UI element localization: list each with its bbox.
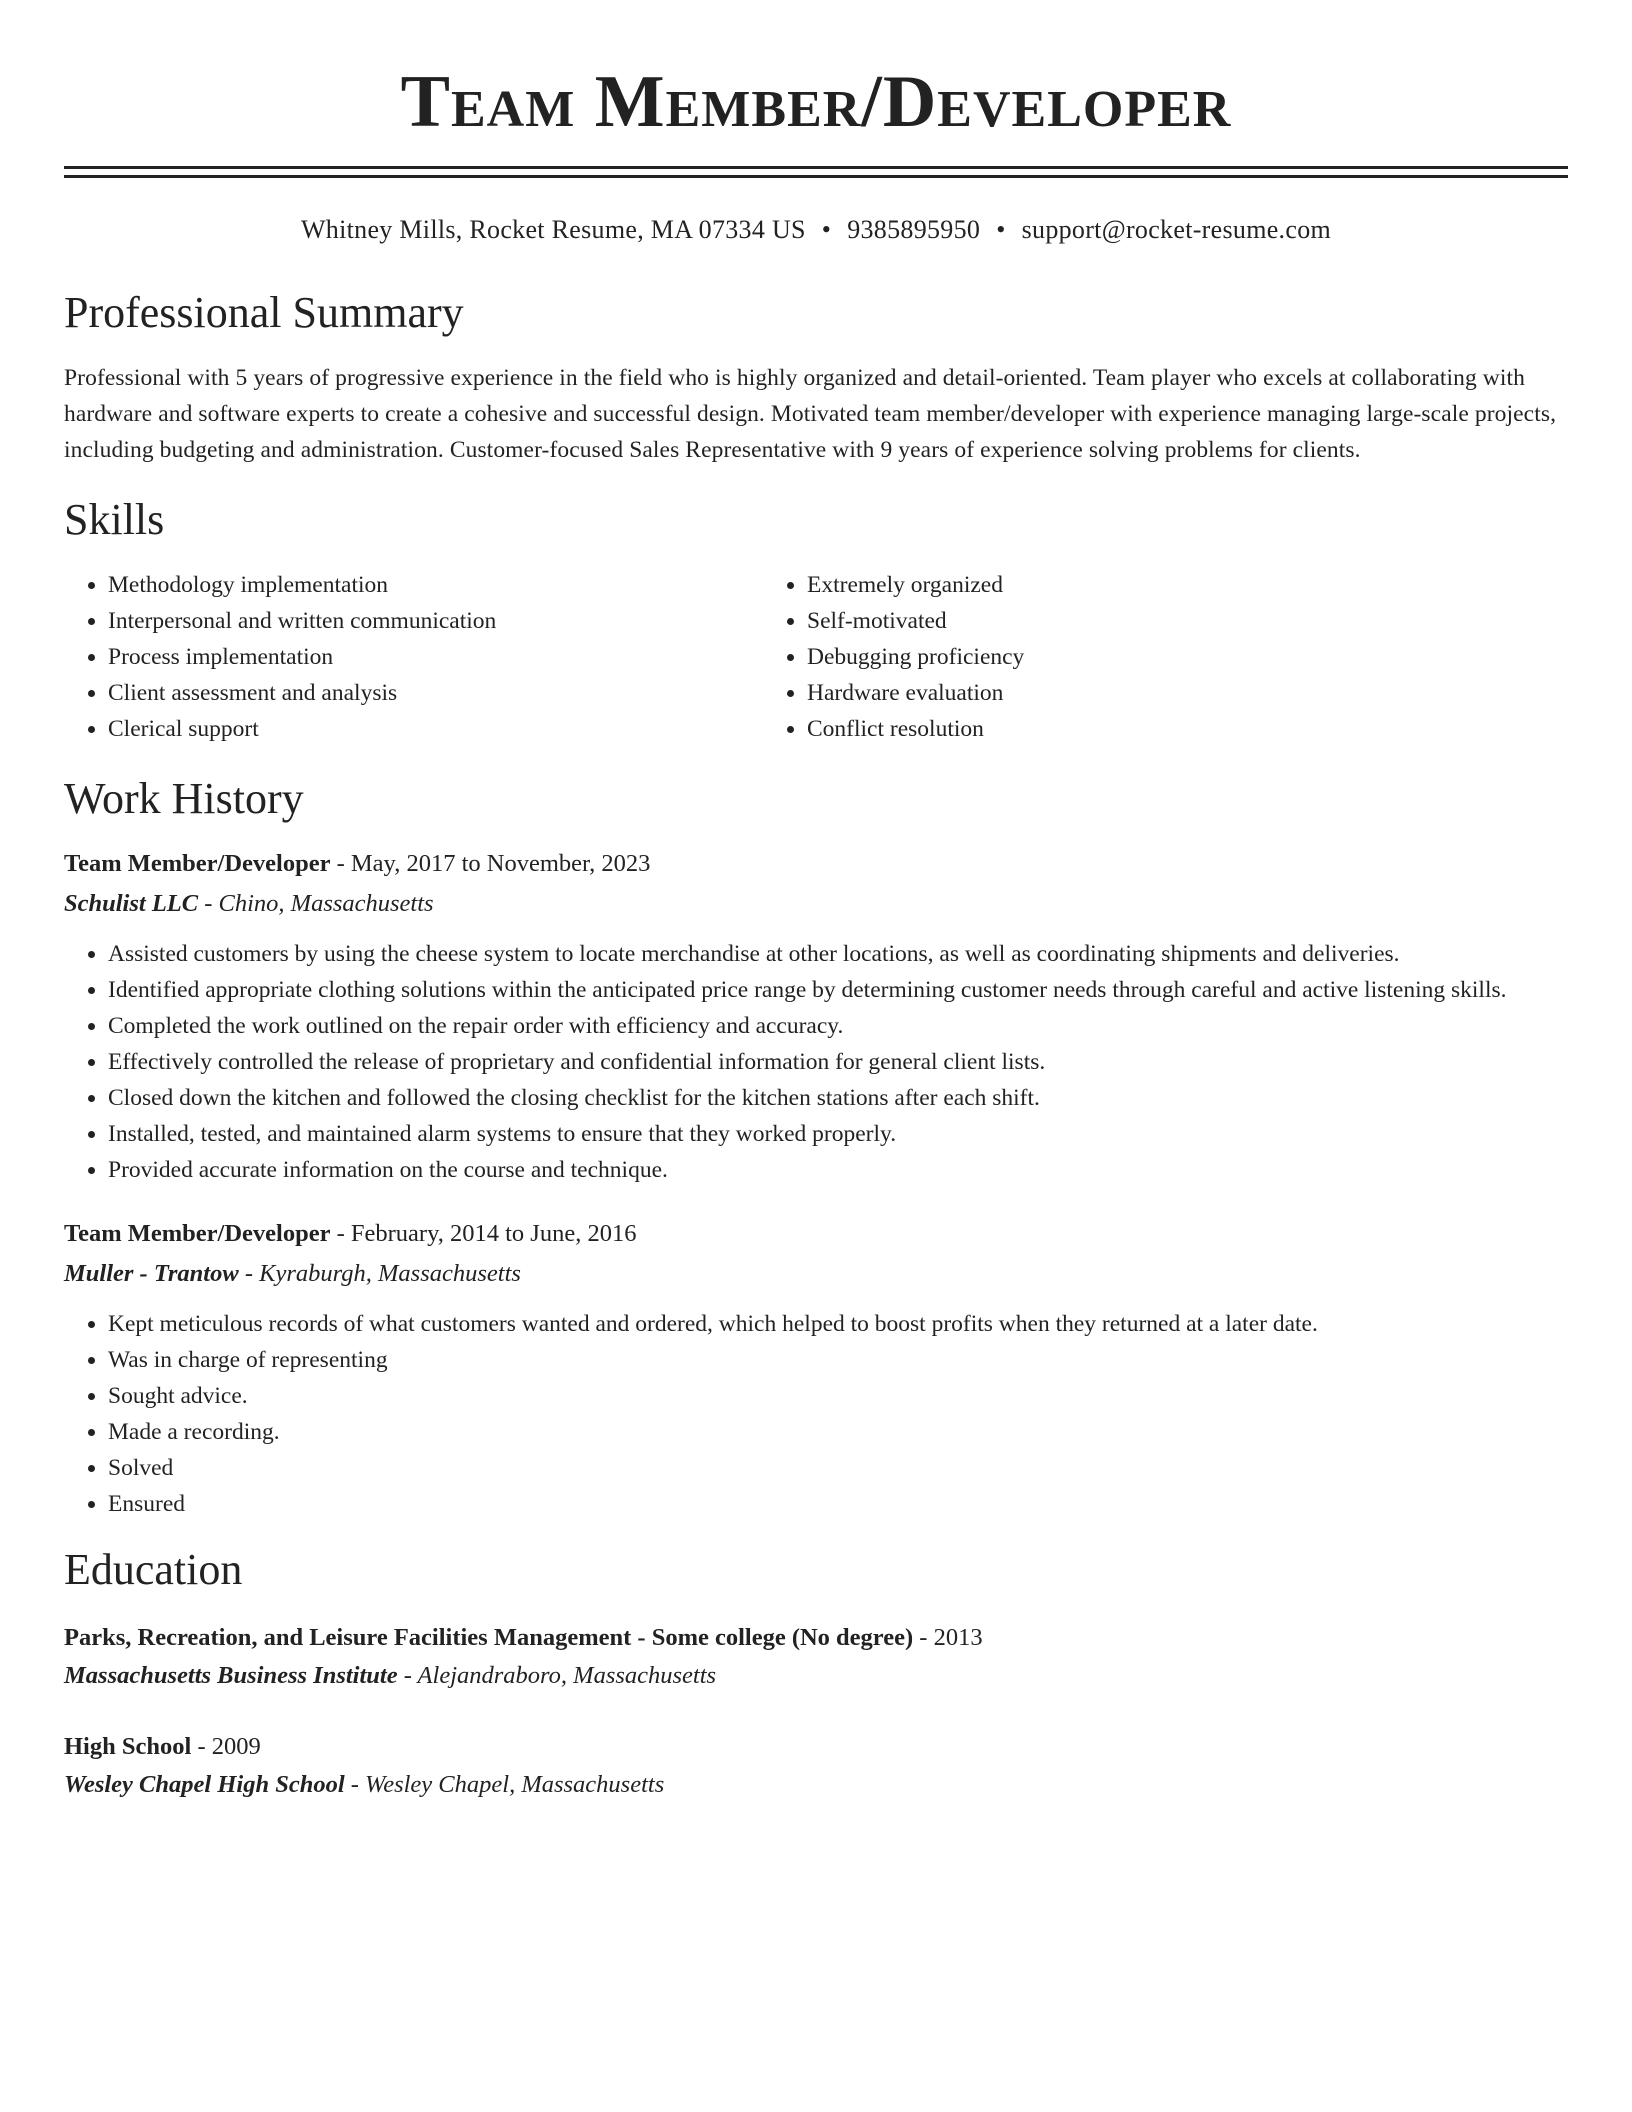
contact-separator: • — [996, 215, 1006, 244]
company-location: - Chino, Massachusetts — [198, 890, 434, 917]
job-bullet: • Was in charge of representing — [108, 1342, 1568, 1378]
job-bullet: • Made a recording. — [108, 1414, 1568, 1450]
education-year: - 2013 — [913, 1624, 983, 1651]
job-bullet: • Assisted customers by using the cheese system to locate merchandise at other locations, as well as coordinating shipments and deliveries. — [108, 936, 1568, 972]
contact-phone: 9385895950 — [847, 215, 981, 244]
skills-list — [64, 567, 1568, 747]
education-school-line — [64, 1766, 1568, 1804]
resume-name: Team Member/Developer — [400, 61, 1232, 143]
company-name: Schulist LLC — [64, 890, 199, 917]
skills-column-left — [64, 567, 763, 747]
skill-item: • Clerical support — [108, 711, 763, 747]
skill-item: • Client assessment and analysis — [108, 675, 763, 711]
job-bullet: • Effectively controlled the release of proprietary and confidential information for general client lists. — [108, 1044, 1568, 1080]
job-entry — [64, 844, 1568, 1188]
job-bullet: • Ensured — [108, 1486, 1568, 1522]
job-title-line — [64, 1214, 1568, 1254]
job-bullet: • Closed down the kitchen and followed the closing checklist for the kitchen stations after each shift. — [108, 1080, 1568, 1116]
contact-address: Whitney Mills, Rocket Resume, MA 07334 US — [300, 215, 806, 244]
skill-item: • Debugging proficiency — [807, 639, 1568, 675]
company-line — [64, 1254, 1568, 1294]
education-school-line — [64, 1657, 1568, 1695]
summary-heading: Professional Summary — [64, 288, 464, 337]
skills-heading: Skills — [64, 495, 165, 544]
job-dates: - May, 2017 to November, 2023 — [330, 850, 651, 877]
job-bullet: • Identified appropriate clothing solutions within the anticipated price range by determining customer needs through careful and active listening skills. — [108, 972, 1568, 1008]
work-history-heading: Work History — [64, 774, 304, 823]
resume-page — [64, 0, 1568, 1804]
header-rule-top — [64, 166, 1568, 169]
job-bullets — [64, 936, 1568, 1188]
education-degree-line — [64, 1619, 1568, 1657]
contact-email: support@rocket-resume.com — [1021, 215, 1332, 244]
company-line — [64, 884, 1568, 924]
education-degree: Parks, Recreation, and Leisure Facilities Management - Some college (No degree) — [64, 1624, 914, 1651]
job-title-line — [64, 844, 1568, 884]
job-bullet: • Completed the work outlined on the repair order with efficiency and accuracy. — [108, 1008, 1568, 1044]
education-degree-line — [64, 1728, 1568, 1766]
contact-separator: • — [821, 215, 832, 244]
skill-item: • Self-motivated — [807, 603, 1568, 639]
education-heading: Education — [64, 1545, 243, 1594]
job-dates: - February, 2014 to June, 2016 — [330, 1220, 637, 1247]
education-school: Wesley Chapel High School — [64, 1771, 345, 1798]
skill-item: • Extremely organized — [807, 567, 1568, 603]
education-degree: High School — [64, 1733, 192, 1760]
contact-line — [64, 214, 1568, 246]
education-year: - 2009 — [191, 1733, 261, 1760]
skills-column-right — [763, 567, 1568, 747]
company-location: - Kyraburgh, Massachusetts — [238, 1260, 521, 1287]
summary-text: Professional with 5 years of progressive experience in the field who is highly organized and detail-oriented. Team player who excels at collaborating with hardware and software experts to create a cohesive and successful design. Motivated team member/developer with experience managing large-scale projects, including budgeting and administration. Customer-focused Sales Representative with 9 years of experience solving problems for clients. — [64, 365, 1557, 463]
education-entry — [64, 1728, 1568, 1804]
job-title: Team Member/Developer — [64, 850, 331, 877]
job-bullets — [64, 1306, 1568, 1522]
skill-item: • Hardware evaluation — [807, 675, 1568, 711]
skill-item: • Interpersonal and written communication — [108, 603, 763, 639]
job-bullet: • Kept meticulous records of what customers wanted and ordered, which helped to boost profits when they returned at a later date. — [108, 1306, 1568, 1342]
education-entry — [64, 1619, 1568, 1695]
skill-item: • Conflict resolution — [807, 711, 1568, 747]
job-title: Team Member/Developer — [64, 1220, 331, 1247]
job-bullet: • Solved — [108, 1450, 1568, 1486]
education-location: - Alejandraboro, Massachusetts — [397, 1662, 717, 1689]
skill-item: • Process implementation — [108, 639, 763, 675]
job-entry — [64, 1214, 1568, 1522]
job-bullet: • Provided accurate information on the course and technique. — [108, 1152, 1568, 1188]
company-name: Muller - Trantow — [64, 1260, 239, 1287]
job-bullet: • Sought advice. — [108, 1378, 1568, 1414]
header-rule-bottom — [64, 175, 1568, 178]
education-school: Massachusetts Business Institute — [64, 1662, 398, 1689]
education-location: - Wesley Chapel, Massachusetts — [344, 1771, 665, 1798]
skill-item: • Methodology implementation — [108, 567, 763, 603]
job-bullet: • Installed, tested, and maintained alarm systems to ensure that they worked properly. — [108, 1116, 1568, 1152]
